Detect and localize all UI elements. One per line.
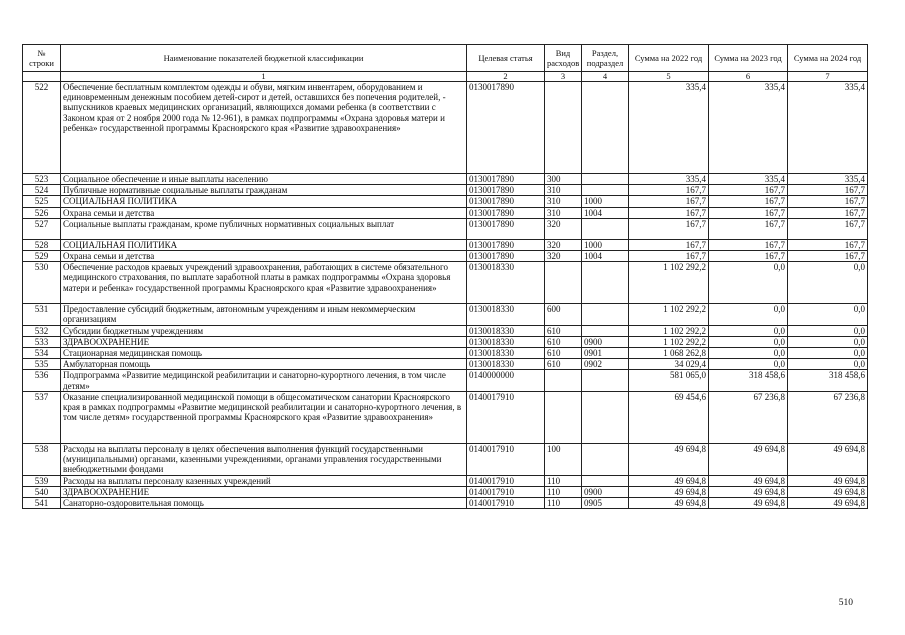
indicator-name-cell: Расходы на выплаты персоналу казенных учреждений (61, 475, 467, 486)
sum-2024-cell: 167,7 (788, 185, 868, 196)
sum-2023-cell: 335,4 (709, 82, 788, 174)
row-number-cell: 522 (23, 82, 61, 174)
col-number: 4 (582, 72, 629, 82)
budget-table (22, 44, 868, 509)
sum-2022-cell: 49 694,8 (629, 475, 709, 486)
sum-2024-cell: 167,7 (788, 207, 868, 218)
expense-type-cell (545, 391, 582, 443)
indicator-name-cell: Социальное обеспечение и иные выплаты населению (61, 174, 467, 185)
indicator-name-cell: Социальные выплаты гражданам, кроме публичных нормативных социальных выплат (61, 218, 467, 239)
sum-2023-cell: 49 694,8 (709, 487, 788, 498)
sum-2022-cell: 167,7 (629, 207, 709, 218)
sum-2022-cell: 69 454,6 (629, 391, 709, 443)
sum-2022-cell: 167,7 (629, 196, 709, 207)
sum-2023-cell: 0,0 (709, 325, 788, 336)
sum-2024-cell: 167,7 (788, 251, 868, 262)
row-number-cell: 538 (23, 443, 61, 475)
section-cell (582, 325, 629, 336)
table-row (23, 498, 868, 509)
sum-2022-cell: 49 694,8 (629, 443, 709, 475)
sum-2022-cell: 1 102 292,2 (629, 304, 709, 325)
col-header-row-number: № строки (23, 45, 61, 72)
expense-type-cell (545, 82, 582, 174)
section-cell (582, 174, 629, 185)
table-row (23, 251, 868, 262)
row-number-cell: 531 (23, 304, 61, 325)
indicator-name-cell: СОЦИАЛЬНАЯ ПОЛИТИКА (61, 196, 467, 207)
section-cell: 1004 (582, 207, 629, 218)
sum-2023-cell: 167,7 (709, 251, 788, 262)
sum-2022-cell: 1 068 262,8 (629, 348, 709, 359)
section-cell: 1000 (582, 196, 629, 207)
sum-2023-cell: 335,4 (709, 174, 788, 185)
section-cell: 0900 (582, 336, 629, 347)
target-article-cell: 0130017890 (467, 251, 545, 262)
target-article-cell: 0130017890 (467, 185, 545, 196)
row-number-cell: 526 (23, 207, 61, 218)
expense-type-cell: 310 (545, 196, 582, 207)
indicator-name-cell: Обеспечение расходов краевых учреждений здравоохранения, работающих в системе обязательного медицинского страхования, по выплате заработной платы в рамках подпрограммы «Охрана здоровья матери и ребенка» государственной программы Красноярского края «Развитие здравоохранения» (61, 262, 467, 304)
sum-2023-cell: 0,0 (709, 336, 788, 347)
indicator-name-cell: Охрана семьи и детства (61, 251, 467, 262)
table-row (23, 443, 868, 475)
row-number-cell: 525 (23, 196, 61, 207)
sum-2023-cell: 67 236,8 (709, 391, 788, 443)
indicator-name-cell: ЗДРАВООХРАНЕНИЕ (61, 336, 467, 347)
expense-type-cell: 610 (545, 325, 582, 336)
table-row (23, 239, 868, 250)
section-cell: 1000 (582, 239, 629, 250)
expense-type-cell: 100 (545, 443, 582, 475)
row-number-cell: 528 (23, 239, 61, 250)
table-row (23, 207, 868, 218)
sum-2023-cell: 167,7 (709, 185, 788, 196)
row-number-cell: 541 (23, 498, 61, 509)
table-row (23, 196, 868, 207)
section-cell: 0905 (582, 498, 629, 509)
table-row (23, 391, 868, 443)
sum-2024-cell: 0,0 (788, 336, 868, 347)
row-number-cell: 537 (23, 391, 61, 443)
sum-2024-cell: 49 694,8 (788, 487, 868, 498)
col-header-sum-2024: Сумма на 2024 год (788, 45, 868, 72)
table-row (23, 304, 868, 325)
row-number-cell: 539 (23, 475, 61, 486)
expense-type-cell: 110 (545, 498, 582, 509)
col-header-expense-type: Вид расходов (545, 45, 582, 72)
col-number: 6 (709, 72, 788, 82)
header-row (23, 45, 868, 72)
section-cell: 0902 (582, 359, 629, 370)
expense-type-cell: 310 (545, 207, 582, 218)
sum-2023-cell: 318 458,6 (709, 370, 788, 391)
expense-type-cell: 110 (545, 487, 582, 498)
row-number-cell: 523 (23, 174, 61, 185)
col-number (23, 72, 61, 82)
header-numbers-row (23, 72, 868, 82)
section-cell (582, 304, 629, 325)
col-header-sum-2023: Сумма на 2023 год (709, 45, 788, 72)
row-number-cell: 536 (23, 370, 61, 391)
sum-2023-cell: 49 694,8 (709, 475, 788, 486)
sum-2024-cell: 0,0 (788, 348, 868, 359)
sum-2022-cell: 167,7 (629, 218, 709, 239)
sum-2023-cell: 0,0 (709, 304, 788, 325)
target-article-cell: 0140017910 (467, 391, 545, 443)
target-article-cell: 0130018330 (467, 336, 545, 347)
section-cell: 0901 (582, 348, 629, 359)
section-cell (582, 82, 629, 174)
page-number: 510 (838, 598, 853, 608)
table-row (23, 336, 868, 347)
row-number-cell: 533 (23, 336, 61, 347)
section-cell: 1004 (582, 251, 629, 262)
target-article-cell: 0130017890 (467, 174, 545, 185)
table-row (23, 359, 868, 370)
row-number-cell: 529 (23, 251, 61, 262)
sum-2024-cell: 0,0 (788, 304, 868, 325)
table-row (23, 262, 868, 304)
row-number-cell: 527 (23, 218, 61, 239)
row-number-cell: 524 (23, 185, 61, 196)
sum-2023-cell: 49 694,8 (709, 443, 788, 475)
sum-2024-cell: 167,7 (788, 239, 868, 250)
table-row (23, 475, 868, 486)
expense-type-cell: 320 (545, 218, 582, 239)
sum-2024-cell: 0,0 (788, 325, 868, 336)
expense-type-cell (545, 262, 582, 304)
target-article-cell: 0140017910 (467, 475, 545, 486)
sum-2023-cell: 0,0 (709, 359, 788, 370)
row-number-cell: 535 (23, 359, 61, 370)
sum-2024-cell: 49 694,8 (788, 443, 868, 475)
target-article-cell: 0130018330 (467, 359, 545, 370)
section-cell (582, 262, 629, 304)
expense-type-cell: 310 (545, 185, 582, 196)
sum-2022-cell: 335,4 (629, 82, 709, 174)
target-article-cell: 0140017910 (467, 498, 545, 509)
expense-type-cell: 320 (545, 251, 582, 262)
indicator-name-cell: Предоставление субсидий бюджетным, автономным учреждениям и иным некоммерческим организациям (61, 304, 467, 325)
sum-2024-cell: 49 694,8 (788, 498, 868, 509)
sum-2024-cell: 0,0 (788, 262, 868, 304)
target-article-cell: 0130017890 (467, 207, 545, 218)
sum-2023-cell: 0,0 (709, 262, 788, 304)
expense-type-cell: 110 (545, 475, 582, 486)
indicator-name-cell: Субсидии бюджетным учреждениям (61, 325, 467, 336)
target-article-cell: 0140000000 (467, 370, 545, 391)
col-header-target-article: Целевая статья (467, 45, 545, 72)
sum-2024-cell: 67 236,8 (788, 391, 868, 443)
target-article-cell: 0130017890 (467, 239, 545, 250)
table-body (23, 82, 868, 509)
section-cell (582, 218, 629, 239)
section-cell (582, 185, 629, 196)
expense-type-cell: 610 (545, 348, 582, 359)
col-number: 2 (467, 72, 545, 82)
sum-2022-cell: 581 065,0 (629, 370, 709, 391)
target-article-cell: 0130018330 (467, 325, 545, 336)
sum-2022-cell: 335,4 (629, 174, 709, 185)
indicator-name-cell: СОЦИАЛЬНАЯ ПОЛИТИКА (61, 239, 467, 250)
sum-2023-cell: 167,7 (709, 207, 788, 218)
table-row (23, 218, 868, 239)
sum-2023-cell: 49 694,8 (709, 498, 788, 509)
sum-2022-cell: 167,7 (629, 251, 709, 262)
table-row (23, 185, 868, 196)
indicator-name-cell: Амбулаторная помощь (61, 359, 467, 370)
sum-2022-cell: 1 102 292,2 (629, 336, 709, 347)
col-header-name: Наименование показателей бюджетной классификации (61, 45, 467, 72)
sum-2022-cell: 49 694,8 (629, 487, 709, 498)
expense-type-cell: 610 (545, 359, 582, 370)
col-number: 5 (629, 72, 709, 82)
indicator-name-cell: ЗДРАВООХРАНЕНИЕ (61, 487, 467, 498)
col-header-section: Раздел, подраздел (582, 45, 629, 72)
row-number-cell: 532 (23, 325, 61, 336)
sum-2023-cell: 167,7 (709, 239, 788, 250)
target-article-cell: 0130017890 (467, 218, 545, 239)
sum-2023-cell: 167,7 (709, 218, 788, 239)
indicator-name-cell: Расходы на выплаты персоналу в целях обеспечения выполнения функций государственными (муниципальными) органами, казенными учреждениями, органами управления государственными внебюджетными фондами (61, 443, 467, 475)
indicator-name-cell: Подпрограмма «Развитие медицинской реабилитации и санаторно-курортного лечения, в том числе детям» (61, 370, 467, 391)
expense-type-cell: 610 (545, 336, 582, 347)
indicator-name-cell: Обеспечение бесплатным комплектом одежды и обуви, мягким инвентарем, оборудованием и единовременным денежным пособием детей-сирот и детей, оставшихся без попечения родителей, - выпускников краевых медицинских организаций, являющихся домами ребенка (в соответствии с Законом края от 2 ноября 2000 года № 12-961), в рамках подпрограммы «Охрана здоровья матери и ребенка» государственной программы Красноярского края «Развитие здравоохранения» (61, 82, 467, 174)
sum-2023-cell: 167,7 (709, 196, 788, 207)
sum-2022-cell: 1 102 292,2 (629, 325, 709, 336)
sum-2022-cell: 49 694,8 (629, 498, 709, 509)
target-article-cell: 0140017910 (467, 443, 545, 475)
sum-2022-cell: 167,7 (629, 185, 709, 196)
row-number-cell: 530 (23, 262, 61, 304)
sum-2024-cell: 167,7 (788, 196, 868, 207)
table-row (23, 325, 868, 336)
target-article-cell: 0130018330 (467, 304, 545, 325)
sum-2022-cell: 167,7 (629, 239, 709, 250)
sum-2024-cell: 318 458,6 (788, 370, 868, 391)
sum-2024-cell: 167,7 (788, 218, 868, 239)
section-cell: 0900 (582, 487, 629, 498)
expense-type-cell: 600 (545, 304, 582, 325)
sum-2022-cell: 1 102 292,2 (629, 262, 709, 304)
col-number: 1 (61, 72, 467, 82)
indicator-name-cell: Оказание специализированной медицинской помощи в общесоматическом санатории Красноярского края в рамках подпрограммы «Развитие медицинской реабилитации и санаторно-курортного лечения, в том числе детям» государственной программы Красноярского края «Развитие здравоохранения» (61, 391, 467, 443)
target-article-cell: 0130017890 (467, 82, 545, 174)
table-row (23, 370, 868, 391)
col-header-sum-2022: Сумма на 2022 год (629, 45, 709, 72)
section-cell (582, 475, 629, 486)
section-cell (582, 370, 629, 391)
row-number-cell: 540 (23, 487, 61, 498)
target-article-cell: 0130017890 (467, 196, 545, 207)
indicator-name-cell: Публичные нормативные социальные выплаты гражданам (61, 185, 467, 196)
sum-2024-cell: 335,4 (788, 82, 868, 174)
expense-type-cell (545, 370, 582, 391)
target-article-cell: 0140017910 (467, 487, 545, 498)
table-row (23, 348, 868, 359)
indicator-name-cell: Охрана семьи и детства (61, 207, 467, 218)
col-number: 7 (788, 72, 868, 82)
target-article-cell: 0130018330 (467, 262, 545, 304)
sum-2024-cell: 0,0 (788, 359, 868, 370)
section-cell (582, 443, 629, 475)
col-number: 3 (545, 72, 582, 82)
expense-type-cell: 320 (545, 239, 582, 250)
table-row (23, 82, 868, 174)
sum-2022-cell: 34 029,4 (629, 359, 709, 370)
sum-2024-cell: 335,4 (788, 174, 868, 185)
table-row (23, 487, 868, 498)
table-row (23, 174, 868, 185)
target-article-cell: 0130018330 (467, 348, 545, 359)
expense-type-cell: 300 (545, 174, 582, 185)
sum-2023-cell: 0,0 (709, 348, 788, 359)
indicator-name-cell: Санаторно-оздоровительная помощь (61, 498, 467, 509)
row-number-cell: 534 (23, 348, 61, 359)
sum-2024-cell: 49 694,8 (788, 475, 868, 486)
section-cell (582, 391, 629, 443)
indicator-name-cell: Стационарная медицинская помощь (61, 348, 467, 359)
